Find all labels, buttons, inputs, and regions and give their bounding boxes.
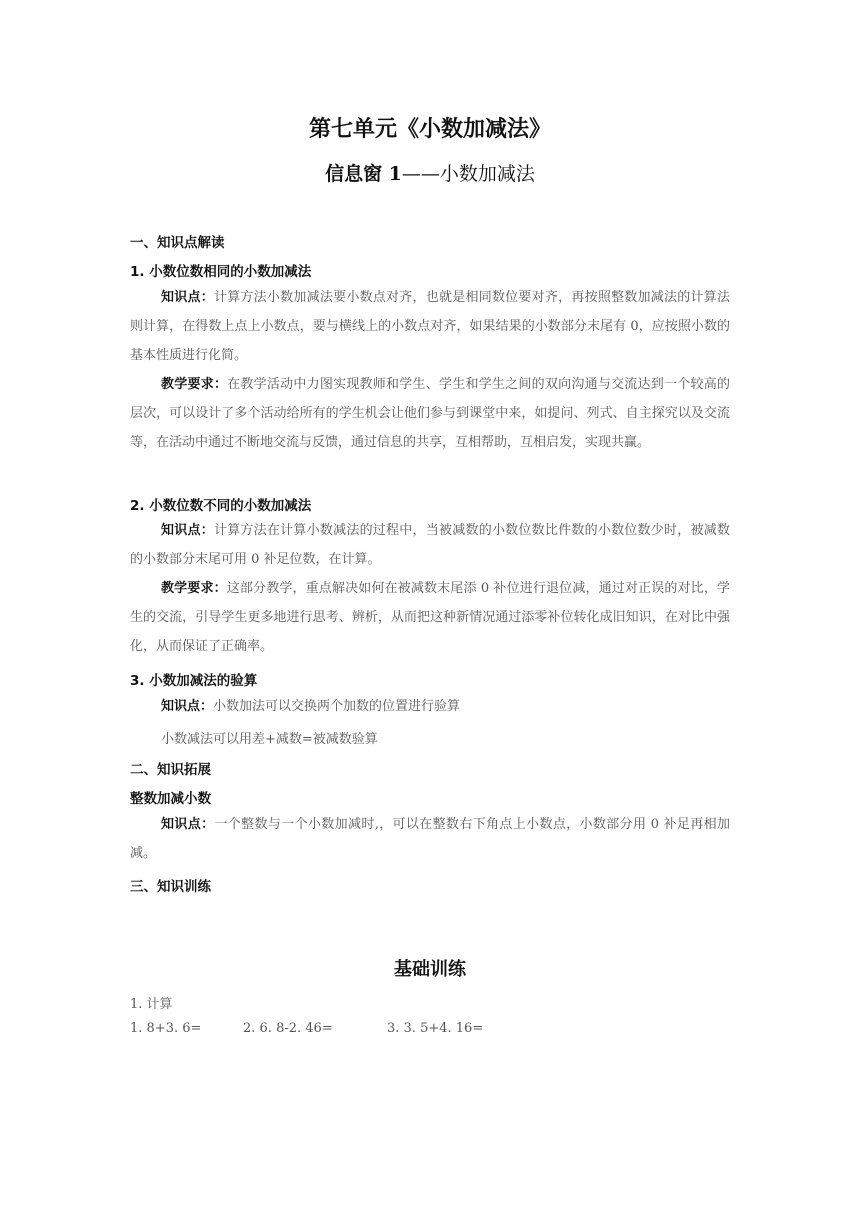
requirement-label: 教学要求： xyxy=(161,377,228,392)
item2-knowledge xyxy=(130,516,730,574)
requirement-label: 教学要求： xyxy=(161,581,227,596)
item2-heading: 2. 小数位数不同的小数加减法 xyxy=(130,498,312,514)
section2-heading: 二、知识拓展 xyxy=(130,762,211,778)
knowledge-label: 知识点： xyxy=(161,290,214,305)
knowledge-label: 知识点： xyxy=(161,523,214,538)
section2-subheading: 整数加减小数 xyxy=(130,791,211,807)
question1-label: 1. 计算 xyxy=(130,997,173,1012)
knowledge-label: 知识点： xyxy=(161,817,215,832)
subtitle-topic: ——小数加减法 xyxy=(401,163,535,185)
knowledge-label: 知识点： xyxy=(161,699,214,714)
requirement-text: 在教学活动中力图实现教师和学生、学生和学生之间的双向沟通与交流达到一个较高的层次，可以设计了多个活动给所有的学生机会让他们参与到课堂中来，如提问、列式、自主探究以及交流等，在活动中通过不断地交流与反馈，通过信息的共享，互相帮助，互相启发，实现共赢。 xyxy=(130,377,730,450)
item2-requirement xyxy=(130,574,730,661)
knowledge-text: 小数加法可以交换两个加数的位置进行验算 xyxy=(213,699,461,714)
section3-heading: 三、知识训练 xyxy=(130,879,211,895)
lesson-subtitle xyxy=(0,159,860,186)
item1-heading: 1. 小数位数相同的小数加减法 xyxy=(130,264,312,280)
item1-knowledge xyxy=(130,283,730,370)
exercise-item: 3. 3. 5+4. 16= xyxy=(387,1021,484,1036)
exercise-item: 2. 6. 8-2. 46= xyxy=(243,1021,333,1036)
section1-heading: 一、知识点解读 xyxy=(130,235,225,251)
subtitle-window-number: 信息窗 1 xyxy=(325,163,402,185)
item1-requirement xyxy=(130,370,730,457)
training-title: 基础训练 xyxy=(394,959,466,980)
exercise-item: 1. 8+3. 6= xyxy=(130,1021,202,1036)
unit-title: 第七单元《小数加减法》 xyxy=(308,117,551,142)
item3-heading: 3. 小数加减法的验算 xyxy=(130,673,258,689)
knowledge-text: 一个整数与一个小数加减时,，可以在整数右下角点上小数点，小数部分用 0 补足再相加减。 xyxy=(130,817,730,861)
requirement-text: 这部分教学，重点解决如何在被减数末尾添 0 补位进行退位减，通过对正误的对比，学生的交流，引导学生更多地进行思考、辨析，从而把这种新情况通过添零补位转化成旧知识，在对比中强化，从而保证了正确率。 xyxy=(130,581,730,654)
item3-knowledge xyxy=(130,692,730,721)
item3-extra-line: 小数减法可以用差+减数=被减数验算 xyxy=(161,732,378,747)
section2-knowledge xyxy=(130,810,730,868)
knowledge-text: 计算方法在计算小数减法的过程中，当被减数的小数位数比件数的小数位数少时，被减数的小数部分末尾可用 0 补足位数，在计算。 xyxy=(130,523,730,567)
knowledge-text: 计算方法小数加减法要小数点对齐，也就是相同数位要对齐，再按照整数加减法的计算法则计算，在得数上点上小数点，要与横线上的小数点对齐，如果结果的小数部分末尾有 0，应按照小数的基本性质进行化简。 xyxy=(130,290,730,363)
